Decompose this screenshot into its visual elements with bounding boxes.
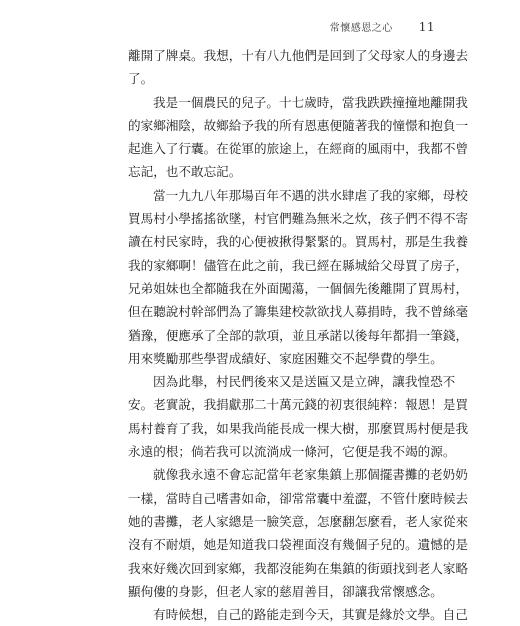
text-line: 起進入了行囊。在從軍的旅途上，在經商的風雨中，我都不曾: [128, 141, 469, 157]
paragraph: [128, 91, 469, 184]
text-line: 我的家鄉啊！儘管在此之前，我已經在縣城給父母買了房子，: [128, 257, 469, 273]
chapter-title: 常懷感恩之心: [329, 23, 393, 34]
text-line: 但在聽說村幹部們為了籌集建校款欲找人募捐時，我不曾絲毫: [128, 304, 469, 320]
paragraph: [128, 370, 469, 463]
text-line: 了。: [128, 71, 154, 87]
text-line: 忘記，也不敢忘記。: [128, 164, 242, 180]
text-line: 用來獎勵那些學習成績好、家庭困難交不起學費的學生。: [128, 350, 443, 366]
paragraph: [128, 463, 469, 603]
text-line: 有時候想，自己的路能走到今天，其實是緣於文學。自己: [153, 607, 468, 623]
text-line: 買馬村小學搖搖欲墜，村官們難為無米之炊，孩子們不得不寄: [128, 211, 469, 227]
text-line: 的家鄉湘陰，故鄉給予我的所有恩惠便隨著我的憧憬和抱負一: [128, 117, 469, 133]
text-line: 兄弟姐妹也全都隨我在外面闖蕩，一個個先後離開了買馬村，: [128, 280, 469, 296]
text-line: 猶豫，便應承了全部的款項，並且承諾以後每年都捐一筆錢，: [128, 327, 469, 343]
text-line: 離開了牌桌。我想，十有八九他們是回到了父母家人的身邊去: [128, 48, 469, 63]
text-line: 當一九九八年那場百年不遇的洪水肆虐了我的家鄉，母校: [153, 187, 468, 203]
text-line: 一樣，當時自己嗜書如命，卻常常囊中羞澀，不管什麼時候去: [128, 490, 469, 506]
paragraph: [128, 603, 468, 626]
text-line: 沒有不耐煩，她是知道我口袋裡面沒有幾個子兒的。遺憾的是: [128, 537, 469, 553]
text-line: 就像我永遠不會忘記當年老家集鎮上那個擺書攤的老奶奶: [153, 467, 468, 483]
running-head: [330, 19, 435, 34]
page-number: 11: [418, 20, 435, 34]
text-line: 馬村養育了我，如果我尚能長成一棵大樹，那麼買馬村便是我: [128, 420, 469, 436]
text-line: 因為此舉，村民們後來又是送匾又是立碑，讓我惶恐不: [153, 374, 456, 390]
text-line: 我來好幾次回到家鄉，我都沒能夠在集鎮的街頭找到老人家略: [128, 560, 469, 576]
paragraph: [128, 184, 469, 370]
paragraph: [128, 44, 469, 91]
text-line: 安。老實說，我捐獻那二十萬元錢的初衷很純粹：報恩！是買: [128, 397, 469, 413]
text-line: 她的書攤，老人家總是一臉笑意，怎麼翻怎麼看，老人家從來: [128, 513, 469, 529]
text-line: 顯佝僂的身影，但老人家的慈眉善目，卻讓我常懷感念。: [128, 583, 443, 599]
text-line: 我是一個農民的兒子。十七歲時，當我跌跌撞撞地離開我: [153, 94, 468, 110]
text-line: 永遠的根；倘若我可以流淌成一條河，它便是我不竭的源。: [128, 444, 456, 460]
body-text: [128, 44, 469, 626]
text-line: 讀在村民家時，我的心便被揪得緊緊的。買馬村，那是生我養: [128, 234, 469, 250]
